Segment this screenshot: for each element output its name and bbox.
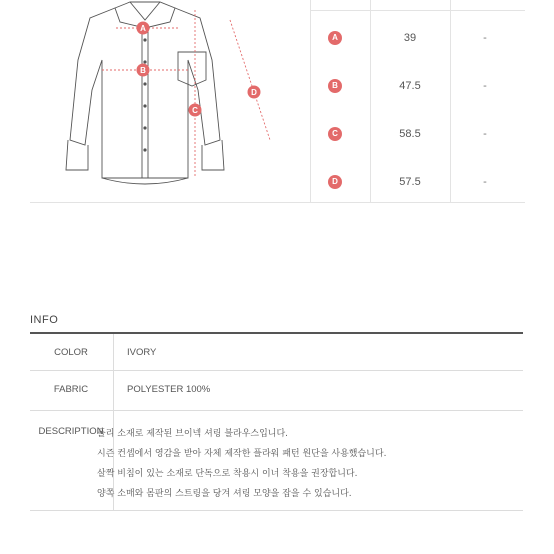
measurement-lines — [102, 10, 270, 178]
badge-B — [137, 64, 150, 77]
badge-C — [189, 104, 202, 117]
table-row — [310, 62, 525, 110]
description-line: 시즌 컨셉에서 영감을 받아 자체 제작한 플라워 패턴 원단을 사용했습니다. — [97, 449, 387, 459]
row-badge: A — [328, 31, 342, 45]
info-row-divider — [30, 370, 523, 371]
garment-measurement-diagram — [30, 0, 300, 200]
row-value: 47.5 — [399, 80, 421, 92]
table-row — [310, 110, 525, 158]
fabric-value: POLYESTER 100% — [127, 384, 211, 395]
description-label: DESCRIPTION — [38, 426, 104, 437]
description-line: 폴리 소재로 제작된 브이넥 셔링 블라우스입니다. — [97, 429, 289, 439]
svg-text:D: D — [251, 88, 257, 97]
description-line: 살짝 비침이 있는 소재로 단독으로 착용시 이너 착용을 권장합니다. — [97, 469, 358, 479]
color-value: IVORY — [127, 347, 157, 358]
row-badge: D — [328, 175, 342, 189]
row-value: 57.5 — [399, 176, 421, 188]
row-extra: - — [483, 32, 487, 44]
svg-text:A: A — [140, 24, 146, 33]
table-row — [310, 14, 525, 62]
row-extra: - — [483, 80, 487, 92]
badge-A — [137, 22, 150, 35]
table-row-divider — [310, 10, 525, 11]
info-top-rule — [30, 332, 523, 334]
row-extra: - — [483, 176, 487, 188]
row-extra: - — [483, 128, 487, 140]
row-badge: B — [328, 79, 342, 93]
fabric-label: FABRIC — [53, 384, 89, 395]
info-bottom-rule — [30, 510, 523, 511]
row-value: 58.5 — [399, 128, 421, 140]
shirt-buttons — [143, 38, 146, 151]
svg-text:B: B — [140, 66, 146, 75]
badge-D — [248, 86, 261, 99]
svg-text:C: C — [192, 106, 198, 115]
info-row-divider — [30, 410, 523, 411]
size-table — [310, 0, 525, 203]
color-label: COLOR — [54, 347, 88, 358]
table-row — [310, 158, 525, 206]
info-column-divider — [113, 334, 114, 510]
description-line: 양쪽 소매와 몸판의 스트링을 당겨 셔링 모양을 잡을 수 있습니다. — [97, 489, 352, 499]
info-heading: INFO — [30, 314, 59, 326]
row-badge: C — [328, 127, 342, 141]
row-value: 39 — [403, 32, 417, 44]
section-divider — [30, 202, 310, 203]
